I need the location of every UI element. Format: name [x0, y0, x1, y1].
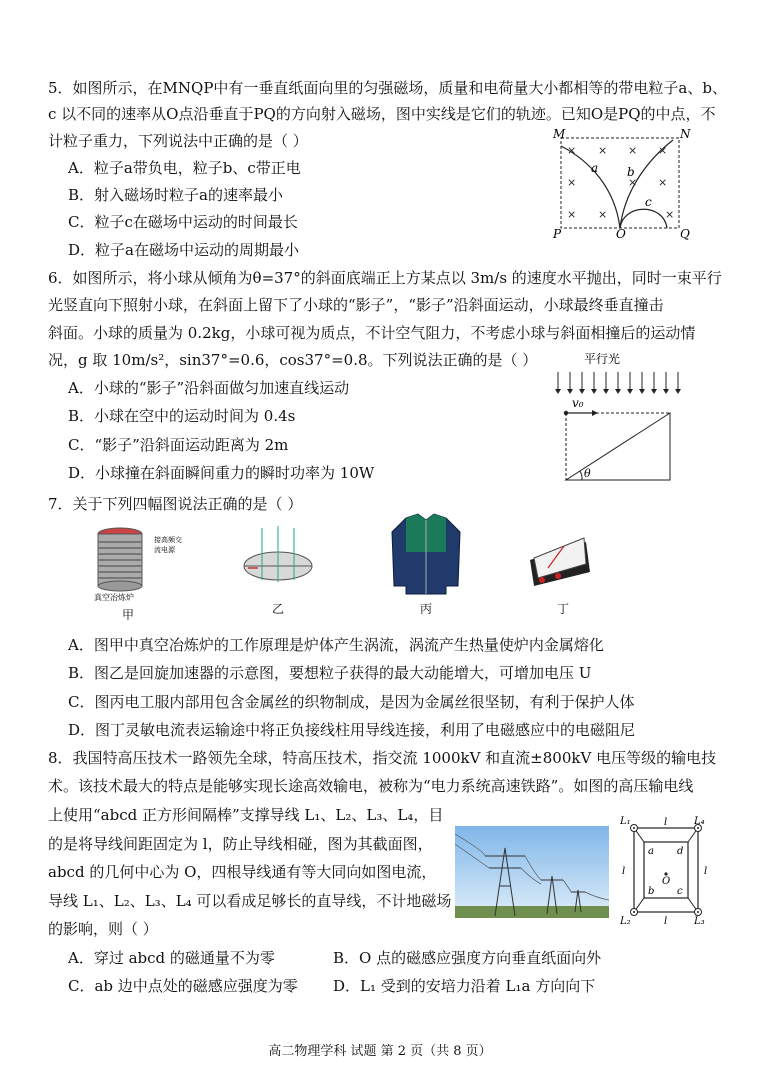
q7-image-bing-work-jacket	[388, 512, 464, 596]
q7-caption-bing: 丙	[419, 602, 432, 616]
q8-option-a: A．穿过 abcd 的磁通量不为零	[68, 949, 275, 967]
q7-stem: 7．关于下列四幅图说法正确的是（ ）	[48, 495, 303, 513]
q7-option-b: B．图乙是回旋加速器的示意图，要想粒子获得的最大动能增大，可增加电压 U	[68, 664, 592, 682]
q8-label-c: c	[677, 886, 683, 897]
q8-option-d: D．L₁ 受到的安培力沿着 L₁a 方向向下	[333, 977, 596, 995]
q8-stem-line-1: 8．我国特高压技术一路领先全球，特高压技术，指交流 1000kV 和直流±800kV 电压等级的输电技	[48, 749, 717, 767]
q6-stem-line-1: 6．如图所示，将小球从倾角为θ=37°的斜面底端正上方某点以 3m/s 的速度水平抛出，同时一束平行	[48, 269, 722, 287]
q5-option-d: D．粒子a在磁场中运动的周期最小	[68, 241, 299, 259]
q5-label-a: a	[591, 161, 599, 175]
q5-label-b: b	[627, 165, 635, 179]
q7-image-jia-vacuum-furnace	[88, 522, 188, 602]
q5-stem-line-2: c 以不同的速率从O点沿垂直于PQ的方向射入磁场，图中实线是它们的轨迹。已知O是PQ的中点，不	[48, 105, 716, 123]
q8-stem-line-4: 的是将导线间距固定为 l，防止导线相碰，图为其截面图，	[48, 835, 433, 853]
q8-label-L1: L₁	[620, 816, 631, 827]
svg-text:×: ×	[598, 144, 608, 157]
svg-text:×: ×	[567, 208, 577, 221]
q6-option-d: D．小球撞在斜面瞬间重力的瞬时功率为 10W	[68, 464, 375, 482]
q5-label-P: P	[553, 227, 562, 241]
q6-light-arrowheads	[555, 389, 681, 394]
q8-label-L3: L₃	[694, 916, 705, 926]
q6-label-theta: θ	[584, 467, 591, 480]
q6-incline-figure	[548, 350, 688, 485]
svg-text:×: ×	[658, 144, 668, 157]
q8-stem-line-5: abcd 的几何中心为 O，四根导线通有等大同向如图电流，	[48, 863, 437, 881]
q5-trajectory-c	[620, 209, 667, 228]
q8-cross-section-figure	[614, 814, 714, 926]
q7-option-d: D．图丁灵敏电流表运输途中将正负接线柱用导线连接，利用了电磁感应中的电磁阻尼	[68, 721, 636, 739]
svg-text:×: ×	[628, 176, 638, 189]
q8-stem-line-2: 术。该技术最大的特点是能够实现长途高效输电，被称为“电力系统高速铁路”。如图的高压输电线	[48, 777, 694, 795]
q8-stem-line-3: 上使用“abcd 正方形间隔棒”支撑导线 L₁、L₂、L₃、L₄，目	[48, 806, 444, 824]
svg-text:l: l	[664, 916, 668, 926]
q8-label-a: a	[648, 846, 654, 857]
q6-option-b: B．小球在空中的运动时间为 0.4s	[68, 407, 296, 425]
q7-image-yi-cyclotron	[240, 524, 320, 590]
q7-jia-side-text-2: 流电源	[154, 546, 175, 554]
svg-text:×: ×	[658, 176, 668, 189]
page-footer: 高二物理学科 试题 第 2 页（共 8 页）	[268, 1044, 492, 1059]
q5-label-N: N	[680, 127, 691, 141]
q8-label-b: b	[648, 886, 655, 897]
q6-option-c: C．“影子”沿斜面运动距离为 2m	[68, 436, 289, 454]
q8-option-b: B．O 点的磁感应强度方向垂直纸面向外	[333, 949, 602, 967]
svg-text:l: l	[704, 866, 708, 877]
q6-stem-line-3: 斜面。小球的质量为 0.2kg，小球可视为质点，不计空气阻力，不考虑小球与斜面相撞后的运动情	[48, 324, 696, 342]
q5-label-O: O	[616, 227, 626, 241]
q5-magnetic-field-figure	[545, 126, 695, 244]
q7-caption-yi: 乙	[271, 602, 284, 616]
q6-label-parallel-light: 平行光	[584, 352, 621, 366]
q6-stem-line-2: 光竖直向下照射小球，在斜面上留下了小球的“影子”，“影子”沿斜面运动，小球最终垂直撞击	[48, 296, 664, 314]
q8-stem-line-6: 导线 L₁、L₂、L₃、L₄ 可以看成足够长的直导线，不计地磁场	[48, 892, 452, 910]
q6-stem-line-4: 况，g 取 10m/s²，sin37°=0.6，cos37°=0.8。下列说法正确的是（ ）	[48, 351, 538, 369]
q5-stem-line-1: 5．如图所示，在MNQP中有一垂直纸面向里的匀强磁场，质量和电荷量大小都相等的带电粒子a、b、	[48, 79, 727, 97]
svg-text:×: ×	[665, 208, 675, 221]
svg-text:l: l	[622, 866, 626, 877]
q7-jia-inner-text: 真空冶炼炉	[94, 593, 134, 602]
q5-label-Q: Q	[680, 227, 690, 241]
q7-option-c: C．图丙电工服内部用包含金属丝的织物制成，是因为金属丝很坚韧，有利于保护人体	[68, 693, 635, 711]
q5-option-b: B．射入磁场时粒子a的速率最小	[68, 186, 283, 204]
q6-label-v0: v₀	[572, 396, 584, 410]
q5-option-c: C．粒子c在磁场中运动的时间最长	[68, 213, 298, 231]
q8-transmission-tower-photo	[455, 826, 609, 918]
q8-option-c: C．ab 边中点处的磁感应强度为零	[68, 977, 298, 995]
svg-text:l: l	[664, 817, 668, 828]
q7-caption-jia: 甲	[121, 608, 134, 622]
q8-label-L2: L₂	[620, 916, 631, 926]
q6-incline	[566, 413, 670, 480]
svg-text:×: ×	[567, 144, 577, 157]
q6-option-a: A．小球的“影子”沿斜面做匀加速直线运动	[68, 379, 350, 397]
q8-label-O: O	[662, 876, 671, 887]
q6-light-rays	[558, 372, 678, 390]
q7-image-ding-galvanometer	[524, 520, 594, 590]
q8-stem-line-7: 的影响，则（ ）	[48, 920, 158, 938]
q5-option-a: A．粒子a带负电，粒子b、c带正电	[68, 159, 301, 177]
q7-caption-ding: 丁	[556, 602, 569, 616]
q8-label-L4: L₄	[694, 816, 705, 827]
q8-label-d: d	[677, 846, 684, 857]
q5-stem-line-3: 计粒子重力，下列说法中正确的是（ ）	[48, 132, 308, 150]
q5-field-marks	[567, 144, 674, 221]
svg-text:×: ×	[628, 144, 638, 157]
svg-text:×: ×	[567, 176, 577, 189]
q7-jia-side-text-1: 接高频交	[154, 536, 182, 544]
q7-option-a: A．图甲中真空冶炼炉的工作原理是炉体产生涡流，涡流产生热量使炉内金属熔化	[68, 636, 604, 654]
q5-label-M: M	[553, 127, 566, 141]
svg-text:×: ×	[598, 208, 608, 221]
q5-label-c: c	[645, 195, 652, 209]
